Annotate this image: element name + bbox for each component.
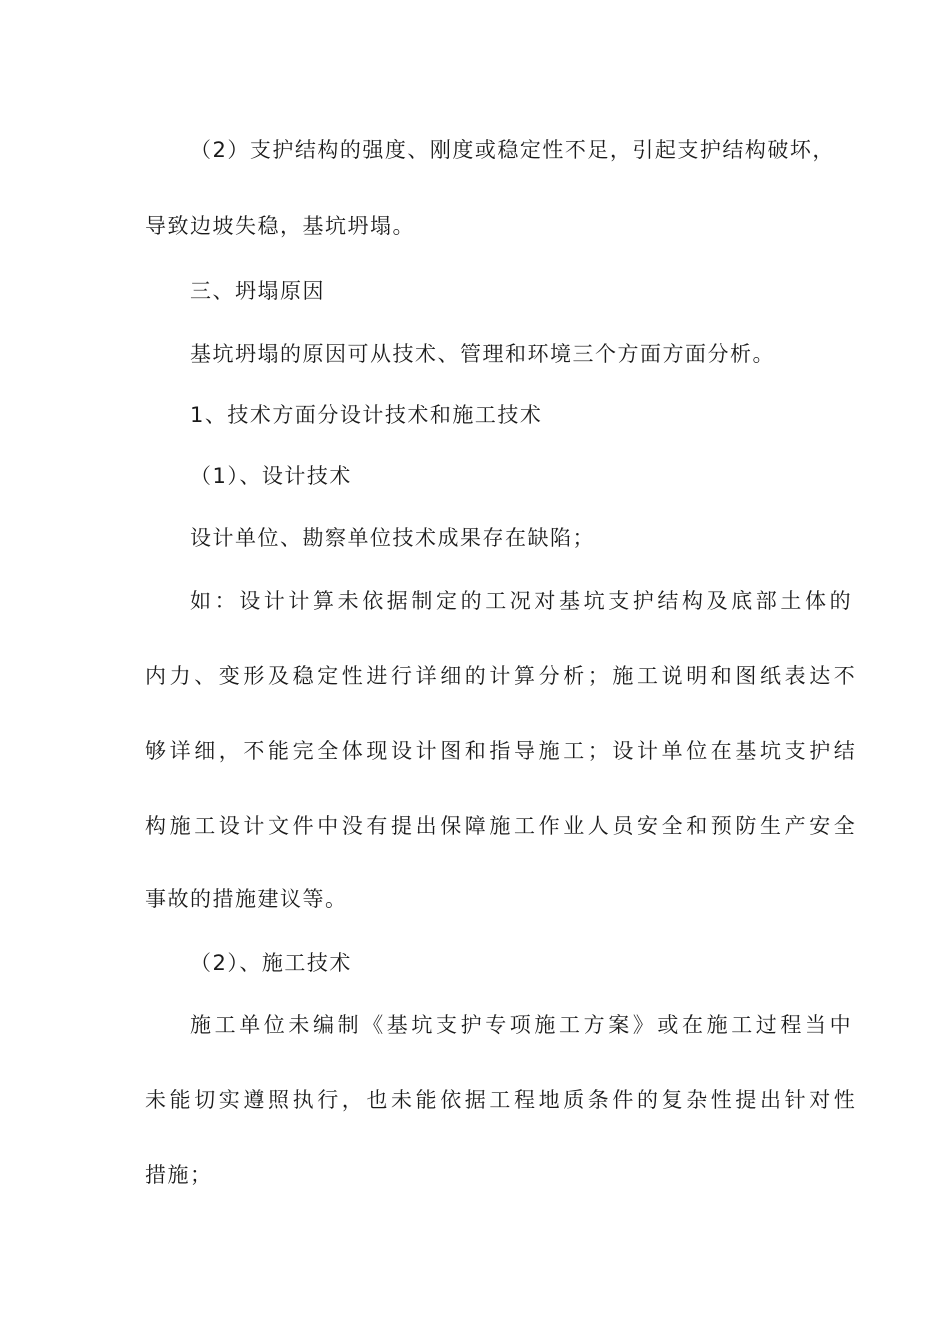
paragraph-design-defects: 设计单位、勘察单位技术成果存在缺陷；	[190, 526, 595, 550]
text-line: 事故的措施建议等。	[145, 887, 348, 911]
text-line: 内力、变形及稳定性进行详细的计算分析；施工说明和图纸表达不	[145, 664, 859, 688]
text-line: 施工单位未编制《基坑支护专项施工方案》或在施工过程当中	[190, 1013, 855, 1037]
subsection-heading-technical: 1、技术方面分设计技术和施工技术	[190, 403, 543, 427]
subsection-heading-design-technology: （1）、设计技术	[190, 464, 352, 488]
paragraph-collapse-causes-intro: 基坑坍塌的原因可从技术、管理和环境三个方面方面分析。	[190, 342, 775, 366]
text-line: （2）支护结构的强度、刚度或稳定性不足，引起支护结构破坏，	[190, 138, 835, 162]
text-line: 未能切实遵照执行，也未能依据工程地质条件的复杂性提出针对性	[145, 1088, 859, 1112]
text-line: 如：设计计算未依据制定的工况对基坑支护结构及底部土体的	[190, 589, 855, 613]
section-heading: 三、坍塌原因	[190, 279, 325, 303]
text-line: 措施；	[145, 1163, 213, 1187]
subsection-heading-construction-technology: （2）、施工技术	[190, 951, 352, 975]
text-line: 构施工设计文件中没有提出保障施工作业人员安全和预防生产安全	[145, 814, 859, 838]
text-line: 导致边坡失稳，基坑坍塌。	[145, 214, 415, 238]
text-line: 够详细，不能完全体现设计图和指导施工；设计单位在基坑支护结	[145, 739, 859, 763]
